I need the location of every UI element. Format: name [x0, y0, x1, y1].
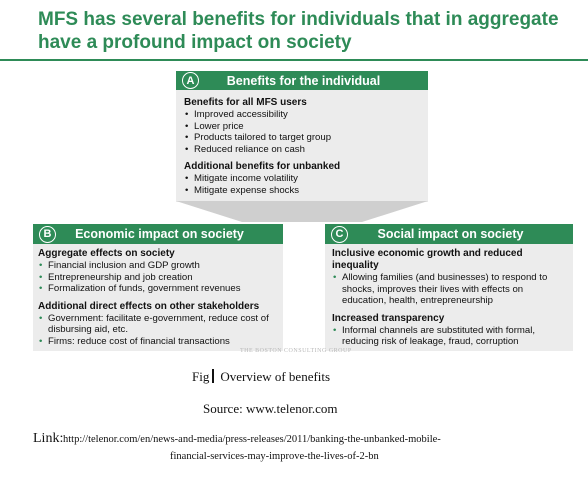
panel-b-section2-title: Additional direct effects on other stakeholders — [38, 300, 260, 312]
list-item: • Government: facilitate e-government, reduce cost of disbursing aid, etc. — [38, 313, 278, 336]
panel-c-title: Social impact on society — [377, 227, 524, 241]
list-item: • Allowing families (and businesses) to respond to shocks, improves their lives with effects on education, health, entrepreneurship — [332, 272, 568, 307]
link-url-line-2[interactable]: financial-services-may-improve-the-lives-of-2-bn — [170, 451, 379, 462]
list-item: • Formalization of funds, government revenues — [38, 283, 278, 295]
page-title — [38, 8, 578, 54]
list-item: • Mitigate income volatility — [184, 173, 424, 185]
panel-c-section1-list — [332, 272, 568, 307]
panel-c-section2-list — [332, 325, 568, 348]
panel-c-section2-title: Increased transparency — [332, 312, 445, 324]
watermark: THE BOSTON CONSULTING GROUP — [240, 348, 352, 354]
panel-b-content — [38, 248, 278, 354]
list-item: • Informal channels are substituted with formal, reducing risk of leakage, fraud, corruption — [332, 325, 568, 348]
caption-separator — [212, 369, 214, 383]
panel-c-content — [332, 248, 568, 354]
panel-a-content — [184, 97, 424, 203]
panel-b-section1-list — [38, 260, 278, 295]
panel-b-header — [33, 224, 283, 244]
list-item: • Products tailored to target group — [184, 132, 424, 144]
funnel-arrow-icon — [112, 201, 478, 223]
link-label: Link: — [33, 431, 64, 446]
title-divider — [0, 59, 588, 61]
panel-b-title: Economic impact on society — [75, 227, 244, 241]
panel-a-section2-list — [184, 173, 424, 196]
panel-a-header — [176, 71, 428, 90]
title-line-2: have a profound impact on society — [38, 32, 352, 53]
figure-label: Fig — [192, 369, 210, 384]
list-item: • Financial inclusion and GDP growth — [38, 260, 278, 272]
panel-c-section1-title: Inclusive economic growth and reduced inequality — [332, 248, 523, 271]
list-item: • Improved accessibility — [184, 109, 424, 121]
title-line-1: MFS has several benefits for individuals that in aggregate — [38, 9, 559, 30]
panel-b-section2-list — [38, 313, 278, 348]
panel-a-title: Benefits for the individual — [226, 73, 381, 88]
panel-c-badge: C — [331, 226, 348, 243]
list-item: • Firms: reduce cost of financial transactions — [38, 336, 278, 348]
panel-c-header — [325, 224, 573, 244]
panel-a-badge: A — [182, 72, 199, 89]
list-item: • Lower price — [184, 121, 424, 133]
panel-a-section1-list — [184, 109, 424, 155]
figure-caption — [192, 369, 330, 385]
list-item: • Reduced reliance on cash — [184, 144, 424, 156]
link-url-line-1[interactable]: http://telenor.com/en/news-and-media/press-releases/2011/banking-the-unbanked-mobile- — [63, 434, 441, 445]
list-item: • Entrepreneurship and job creation — [38, 272, 278, 284]
panel-b-badge: B — [39, 226, 56, 243]
figure-text: Overview of benefits — [220, 369, 331, 384]
panel-a-section1-title: Benefits for all MFS users — [184, 97, 307, 108]
list-item: • Mitigate expense shocks — [184, 185, 424, 197]
panel-b-section1-title: Aggregate effects on society — [38, 248, 175, 259]
source-line: Source: www.telenor.com — [203, 401, 338, 416]
panel-a-section2-title: Additional benefits for unbanked — [184, 161, 341, 173]
